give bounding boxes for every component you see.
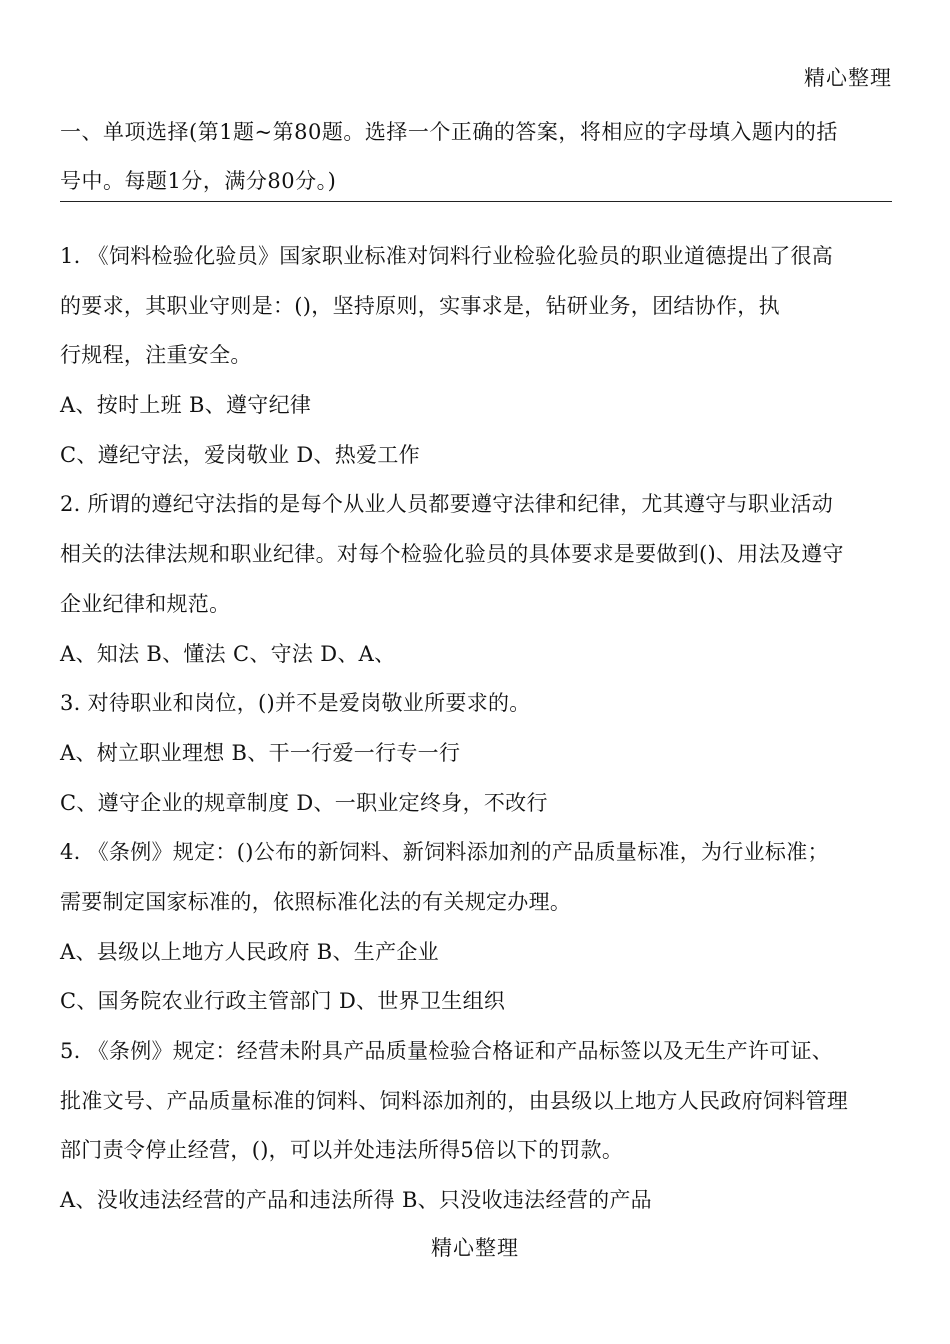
question-stem-line: 4. 《条例》规定：()公布的新饲料、新饲料添加剂的产品质量标准，为行业标准； <box>60 840 829 865</box>
question-stem-line: 相关的法律法规和职业纪律。对每个检验化验员的具体要求是要做到()、用法及遵守 <box>60 542 844 567</box>
question-stem-line: 的要求，其职业守则是：()，坚持原则，实事求是，钻研业务，团结协作，执 <box>60 293 780 318</box>
question-options-line: A、知法 B、懂法 C、守法 D、A、 <box>60 641 396 666</box>
section-heading <box>60 108 892 206</box>
question-options-line: A、没收违法经营的产品和违法所得 B、只没收违法经营的产品 <box>60 1188 652 1213</box>
question-1 <box>60 232 892 480</box>
footer-note: 精心整理 <box>431 1236 519 1260</box>
divider-rule <box>60 201 892 202</box>
question-stem-line: 企业纪律和规范。 <box>60 591 231 616</box>
question-options-line: C、遵守企业的规章制度 D、一职业定终身，不改行 <box>60 790 548 815</box>
question-options-line: A、按时上班 B、遵守纪律 <box>60 393 312 418</box>
section-heading-line: 号中。每题1分，满分80分。) <box>60 169 337 193</box>
question-stem-line: 2. 所谓的遵纪守法指的是每个从业人员都要遵守法律和纪律，尤其遵守与职业活动 <box>60 492 834 517</box>
question-stem-line: 3. 对待职业和岗位，()并不是爱岗敬业所要求的。 <box>60 691 531 716</box>
question-stem-line: 需要制定国家标准的，依照标准化法的有关规定办理。 <box>60 889 572 914</box>
question-options-line: C、国务院农业行政主管部门 D、世界卫生组织 <box>60 989 506 1014</box>
question-2 <box>60 480 892 679</box>
question-options-line: A、县级以上地方人民政府 B、生产企业 <box>60 939 439 964</box>
section-heading-line: 一、单项选择(第1题~第80题。选择一个正确的答案，将相应的字母填入题内的括 <box>60 120 838 144</box>
question-stem-line: 1. 《饲料检验化验员》国家职业标准对饲料行业检验化验员的职业道德提出了很高 <box>60 244 834 268</box>
question-4 <box>60 828 892 1027</box>
question-stem-line: 批准文号、产品质量标准的饲料、饲料添加剂的，由县级以上地方人民政府饲料管理 <box>60 1088 849 1113</box>
question-5 <box>60 1027 892 1226</box>
question-stem-line: 部门责令停止经营，()，可以并处违法所得5倍以下的罚款。 <box>60 1138 624 1163</box>
question-stem-line: 行规程，注重安全。 <box>60 343 252 368</box>
question-options-line: C、遵纪守法，爱岗敬业 D、热爱工作 <box>60 442 420 467</box>
header-note: 精心整理 <box>804 66 892 90</box>
question-3 <box>60 679 892 828</box>
question-stem-line: 5. 《条例》规定：经营未附具产品质量检验合格证和产品标签以及无生产许可证、 <box>60 1039 834 1063</box>
question-list <box>60 232 892 1226</box>
question-options-line: A、树立职业理想 B、干一行爱一行专一行 <box>60 740 461 765</box>
